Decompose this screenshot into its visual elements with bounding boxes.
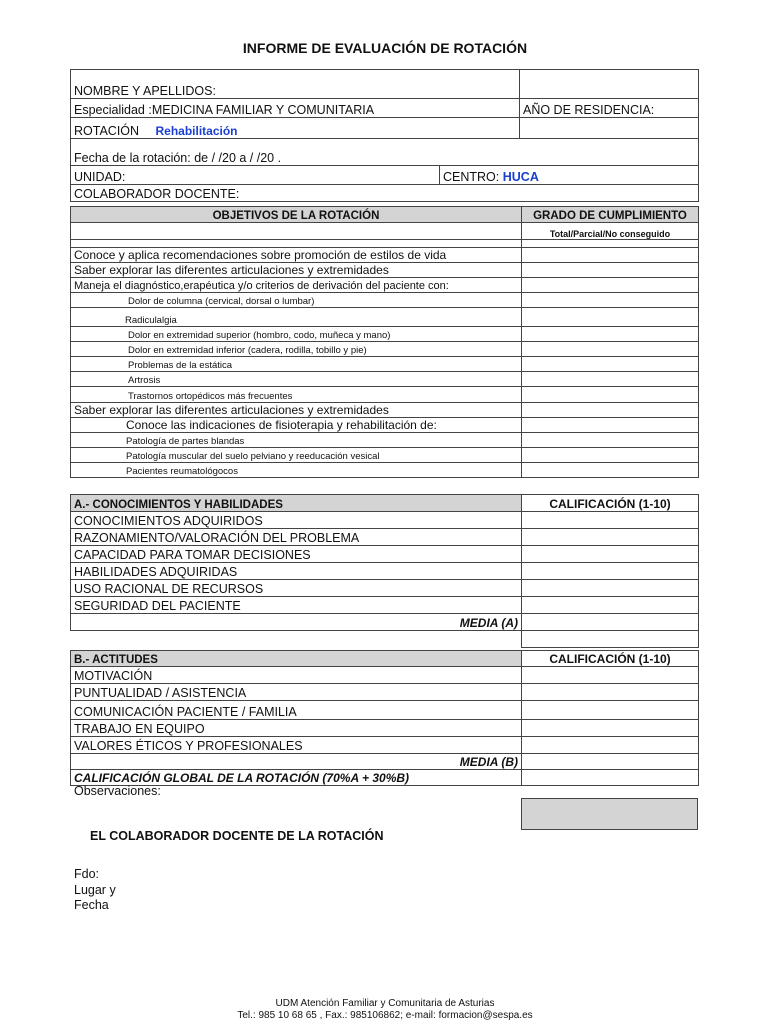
calificacion-cell[interactable]	[522, 667, 699, 684]
seccion-a-item: SEGURIDAD DEL PACIENTE	[71, 597, 522, 614]
nombre-field[interactable]: NOMBRE Y APELLIDOS:	[71, 70, 520, 99]
centro-field[interactable]: CENTRO: HUCA	[440, 166, 699, 185]
anio-residencia-value[interactable]	[520, 118, 699, 139]
seccion-b-item: VALORES ÉTICOS Y PROFESIONALES	[71, 737, 522, 754]
calificacion-cell[interactable]	[522, 737, 699, 754]
anio-residencia-field[interactable]: AÑO DE RESIDENCIA:	[520, 99, 699, 118]
calificacion-cell[interactable]	[522, 597, 699, 614]
grado-cell[interactable]	[522, 357, 699, 372]
grado-subheader: Total/Parcial/No conseguido	[522, 223, 699, 240]
objetivo-item: Saber explorar las diferentes articulaciones y extremidades	[71, 403, 522, 418]
colaborador-docente-field[interactable]: COLABORADOR DOCENTE:	[71, 185, 699, 202]
media-a-value[interactable]	[522, 614, 699, 631]
seccion-a-item: RAZONAMIENTO/VALORACIÓN DEL PROBLEMA	[71, 529, 522, 546]
seccion-b-item: PUNTUALIDAD / ASISTENCIA	[71, 684, 522, 701]
media-b-value[interactable]	[522, 754, 699, 770]
objetivo-subitem: Artrosis	[71, 372, 522, 387]
grado-cell[interactable]	[522, 448, 699, 463]
objetivo-item: Conoce y aplica recomendaciones sobre promoción de estilos de vida	[71, 248, 522, 263]
firma-fdo: Fdo:	[74, 867, 100, 881]
media-b-label: MEDIA (B)	[71, 754, 522, 770]
objetivo-subitem: Pacientes reumatológocos	[71, 463, 522, 478]
calificacion-cell[interactable]	[522, 701, 699, 720]
objetivo-item: Conoce las indicaciones de fisioterapia y rehabilitación de:	[71, 418, 522, 433]
especialidad-field: Especialidad :MEDICINA FAMILIAR Y COMUNITARIA	[71, 99, 520, 118]
nombre-extra-cell	[520, 70, 699, 99]
footer-line-1: UDM Atención Familiar y Comunitaria de Asturias	[275, 998, 495, 1009]
footer-line-2: Tel.: 985 10 68 65 , Fax.: 985106862; e-mail: formacion@sespa.es	[237, 1010, 533, 1021]
grado-cell[interactable]	[522, 293, 699, 308]
rotacion-label: ROTACIÓN	[71, 118, 153, 139]
calificacion-global-box[interactable]	[521, 798, 698, 830]
media-a-label: MEDIA (A)	[71, 614, 522, 631]
objetivos-header: OBJETIVOS DE LA ROTACIÓN	[71, 207, 522, 223]
unidad-field[interactable]: UNIDAD:	[71, 166, 440, 185]
seccion-b-item: MOTIVACIÓN	[71, 667, 522, 684]
calificacion-a-header: CALIFICACIÓN (1-10)	[522, 495, 699, 512]
objetivo-item: Saber explorar las diferentes articulaciones y extremidades	[71, 263, 522, 278]
grado-header: GRADO DE CUMPLIMIENTO	[522, 207, 699, 223]
rotacion-value[interactable]: Rehabilitación	[153, 118, 520, 139]
calificacion-cell[interactable]	[522, 580, 699, 597]
global-label: CALIFICACIÓN GLOBAL DE LA ROTACIÓN (70%A + 30%B)	[71, 770, 522, 786]
grado-cell[interactable]	[522, 403, 699, 418]
grado-cell[interactable]	[522, 327, 699, 342]
page-title: INFORME DE EVALUACIÓN DE ROTACIÓN	[242, 40, 528, 56]
objetivos-spacer	[71, 223, 522, 240]
calificacion-cell[interactable]	[522, 684, 699, 701]
calificacion-cell[interactable]	[522, 512, 699, 529]
calificacion-cell[interactable]	[522, 546, 699, 563]
grado-cell[interactable]	[522, 308, 699, 327]
grado-cell[interactable]	[522, 342, 699, 357]
objetivo-subitem: Patología muscular del suelo pelviano y reeducación vesical	[71, 448, 522, 463]
objetivo-subitem: Problemas de la estática	[71, 357, 522, 372]
seccion-a-item: HABILIDADES ADQUIRIDAS	[71, 563, 522, 580]
objetivo-subitem: Dolor de columna (cervical, dorsal o lumbar)	[71, 293, 522, 308]
seccion-b-table	[70, 650, 699, 786]
grado-cell[interactable]	[522, 372, 699, 387]
objetivo-subitem: Dolor en extremidad inferior (cadera, rodilla, tobillo y pie)	[71, 342, 522, 357]
calificacion-cell[interactable]	[522, 720, 699, 737]
global-value[interactable]	[522, 770, 699, 786]
firma-fecha: Fecha	[74, 898, 109, 912]
fecha-rotacion-field[interactable]: Fecha de la rotación: de / /20 a / /20 .	[71, 139, 699, 166]
objetivo-subitem: Trastornos ortopédicos más frecuentes	[71, 387, 522, 403]
grado-cell[interactable]	[522, 263, 699, 278]
seccion-a-header: A.- CONOCIMIENTOS Y HABILIDADES	[71, 495, 522, 512]
seccion-b-header: B.- ACTITUDES	[71, 651, 522, 667]
grado-cell[interactable]	[522, 418, 699, 433]
calificacion-cell[interactable]	[522, 563, 699, 580]
seccion-b-item: COMUNICACIÓN PACIENTE / FAMILIA	[71, 701, 522, 720]
grado-cell[interactable]	[522, 387, 699, 403]
header-table	[70, 69, 699, 202]
grado-cell[interactable]	[522, 433, 699, 448]
objetivo-subitem: Patología de partes blandas	[71, 433, 522, 448]
objetivo-subitem: Radiculalgia	[71, 308, 522, 327]
objetivo-item: Maneja el diagnóstico,erapéutica y/o criterios de derivación del paciente con:	[71, 278, 522, 293]
colaborador-firma-title: EL COLABORADOR DOCENTE DE LA ROTACIÓN	[90, 829, 384, 843]
objetivo-subitem: Dolor en extremidad superior (hombro, codo, muñeca y mano)	[71, 327, 522, 342]
calificacion-cell[interactable]	[522, 529, 699, 546]
firma-lugar: Lugar y	[74, 883, 116, 897]
calificacion-b-header: CALIFICACIÓN (1-10)	[522, 651, 699, 667]
grado-cell[interactable]	[522, 248, 699, 263]
grado-cell[interactable]	[522, 278, 699, 293]
observaciones-label: Observaciones:	[74, 784, 161, 798]
seccion-a-item: USO RACIONAL DE RECURSOS	[71, 580, 522, 597]
seccion-a-table	[70, 494, 699, 648]
objetivos-table	[70, 206, 699, 478]
seccion-b-item: TRABAJO EN EQUIPO	[71, 720, 522, 737]
seccion-a-item: CAPACIDAD PARA TOMAR DECISIONES	[71, 546, 522, 563]
grado-cell[interactable]	[522, 463, 699, 478]
seccion-a-item: CONOCIMIENTOS ADQUIRIDOS	[71, 512, 522, 529]
